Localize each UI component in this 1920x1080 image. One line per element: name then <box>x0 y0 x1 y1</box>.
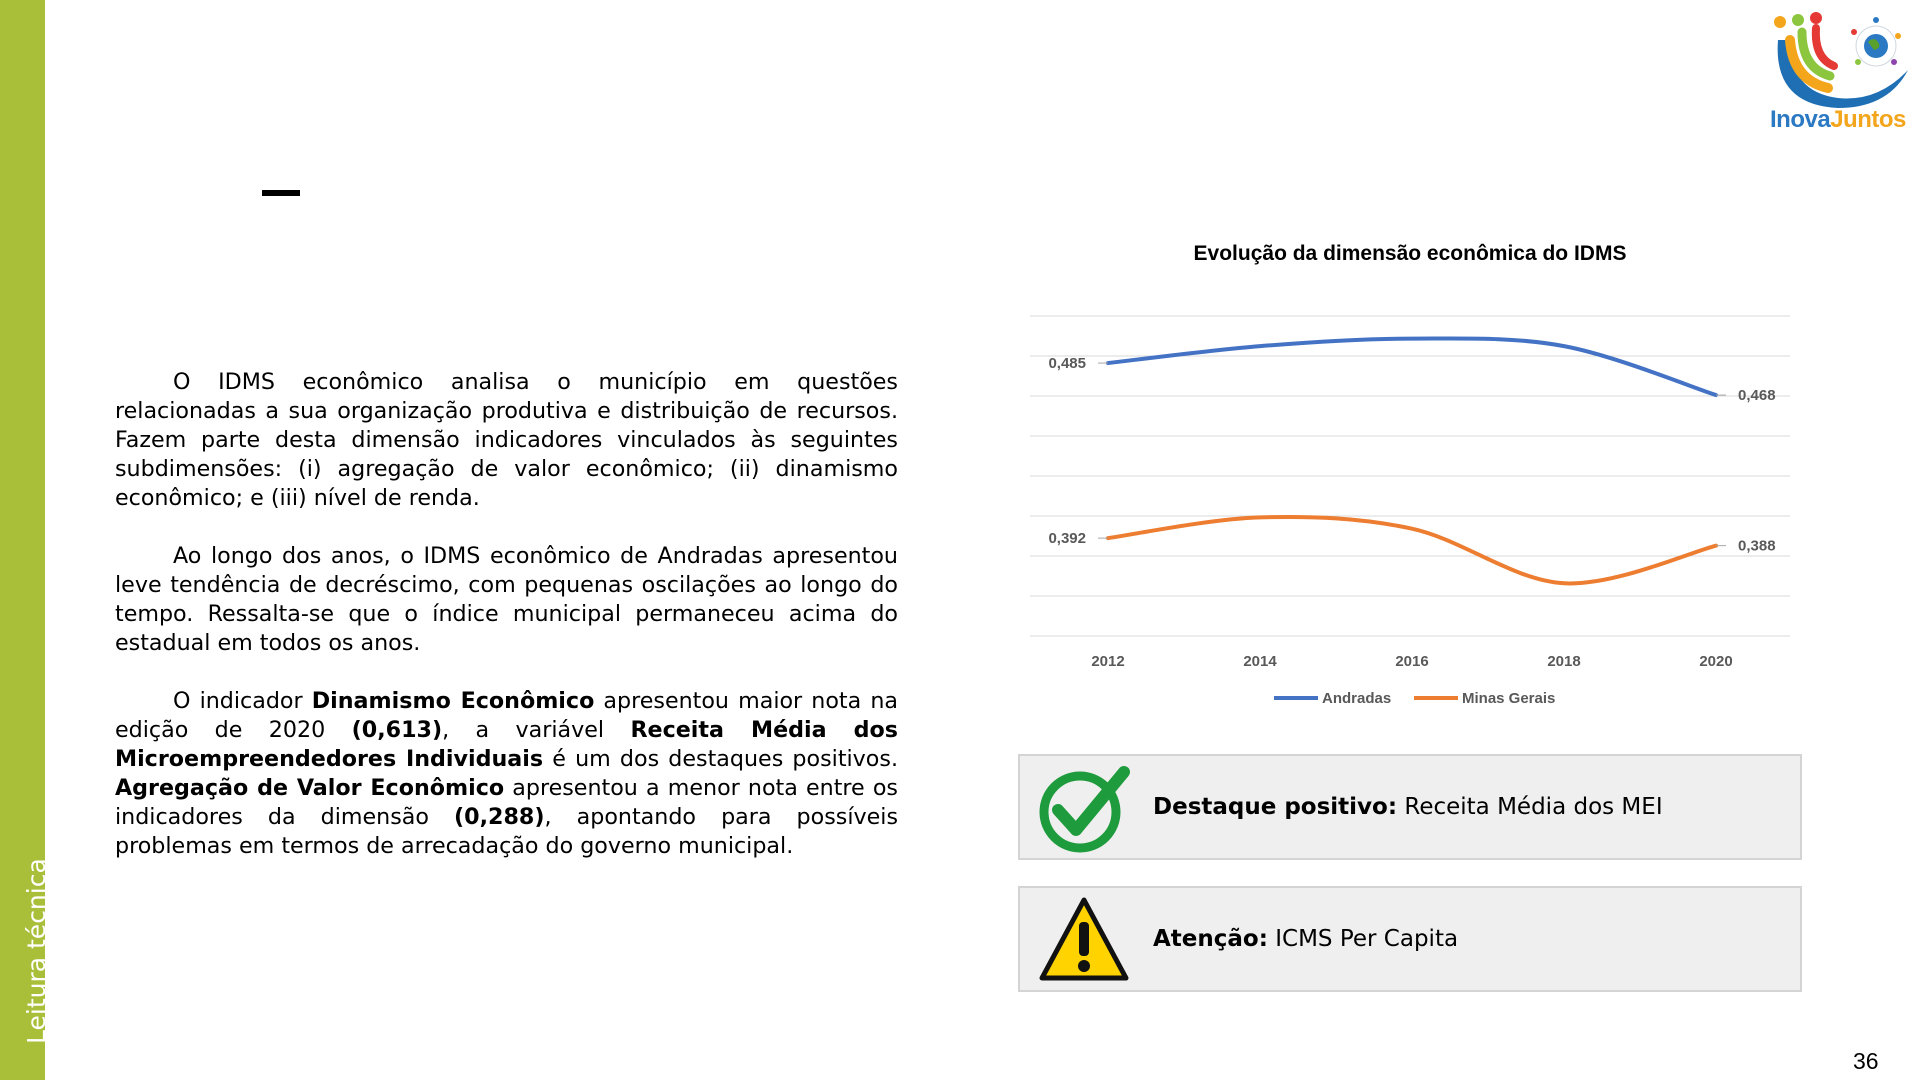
page-number: 36 <box>1853 1048 1879 1074</box>
data-label: 0,392 <box>1048 530 1086 548</box>
x-tick-label: 2016 <box>1395 653 1429 670</box>
x-tick-label: 2012 <box>1091 653 1125 670</box>
x-tick-label: 2018 <box>1547 653 1581 670</box>
x-tick-label: 2014 <box>1243 653 1277 670</box>
paragraph-2: Ao longo dos anos, o IDMS econômico de Andradas apresentou leve tendência de decréscimo, com pequenas oscilações ao longo do tempo. Ressalta-se que o índice municipal permaneceu acima do estadual em todos os anos. <box>115 543 898 656</box>
data-label: 0,388 <box>1738 537 1776 555</box>
legend-label-1: Minas Gerais <box>1462 690 1556 707</box>
chart-title: Evolução da dimensão econômica do IDMS <box>1193 242 1627 265</box>
series-line-0 <box>1108 338 1716 395</box>
title-dash <box>262 190 300 196</box>
body-text <box>115 368 898 890</box>
logo-wordmark: InovaJuntos <box>1770 106 1906 133</box>
paragraph-3: O indicador Dinamismo Econômico apresentou maior nota na edição de 2020 (0,613), a variável Receita Média dos Microempreendedores Individuais é um dos destaques positivos. Agregação de Valor Econômico apresentou a menor nota entre os indicadores da dimensão (0,288), apontando para possíveis problemas em termos de arrecadação do governo municipal. <box>115 688 898 859</box>
series-line-1 <box>1108 517 1716 584</box>
sidebar <box>0 0 51 1080</box>
economic-idms-chart <box>1010 236 1810 716</box>
legend-label-0: Andradas <box>1322 690 1392 707</box>
positive-highlight-text: Destaque positivo: Receita Média dos MEI <box>1153 794 1663 820</box>
attention-text: Atenção: ICMS Per Capita <box>1153 926 1459 952</box>
warning-icon <box>1038 894 1130 986</box>
sidebar-label: Leitura técnica <box>22 858 51 1044</box>
attention-box <box>1018 886 1802 992</box>
checkmark-icon <box>1038 762 1130 854</box>
data-label: 0,468 <box>1738 387 1776 405</box>
x-tick-label: 2020 <box>1699 653 1733 670</box>
paragraph-1: O IDMS econômico analisa o município em questões relacionadas a sua organização produtiva e distribuição de recursos. Fazem parte desta dimensão indicadores vinculados às seguintes subdimensões: (i) agregação de valor econômico; (ii) dinamismo econômico; e (iii) nível de renda. <box>115 369 898 511</box>
data-label: 0,485 <box>1048 355 1086 373</box>
positive-highlight-box <box>1018 754 1802 860</box>
